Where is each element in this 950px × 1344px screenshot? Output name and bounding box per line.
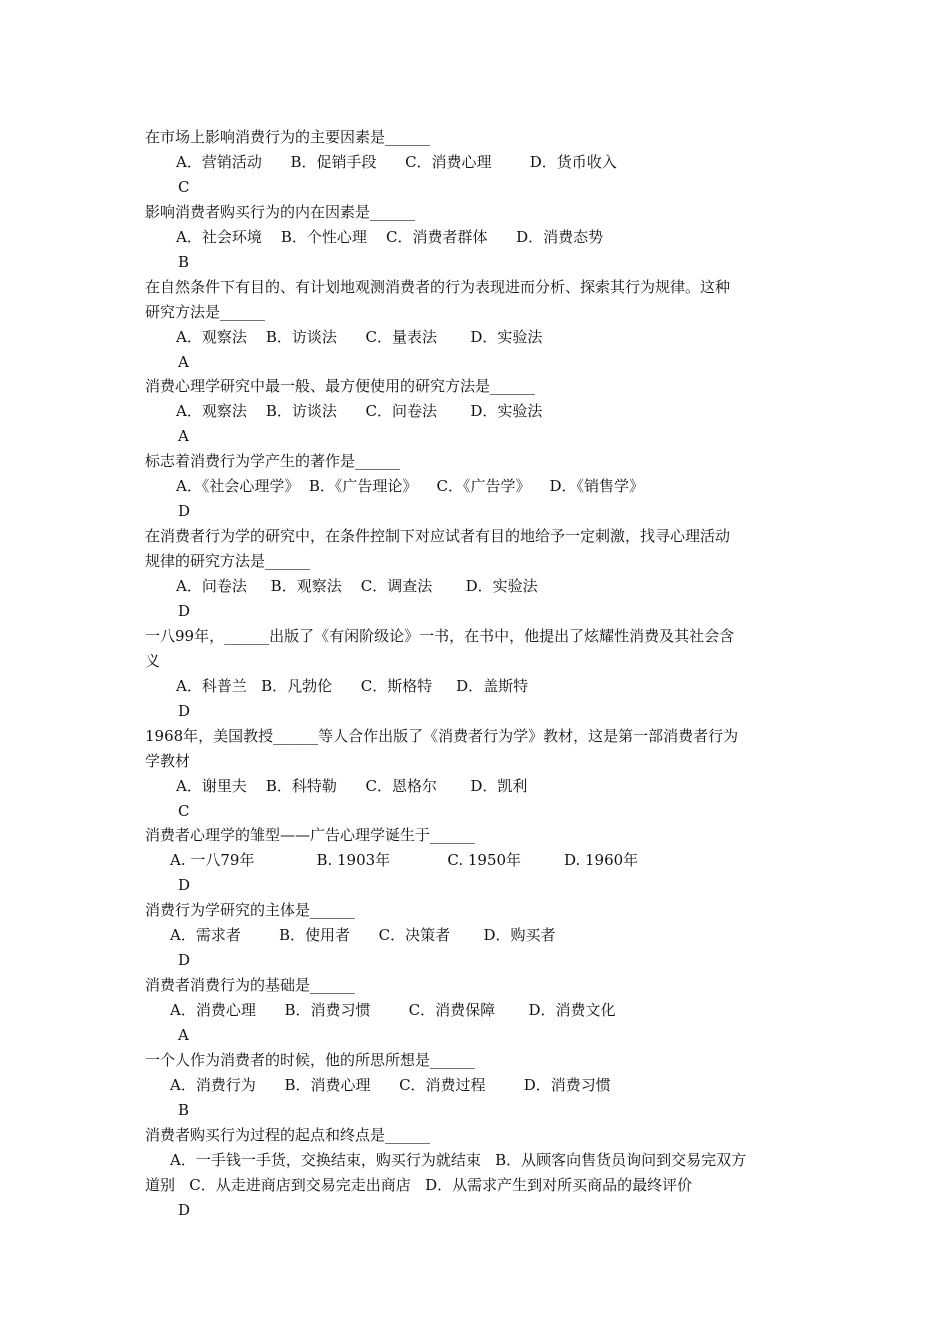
question-text: 消费者心理学的雏型——广告心理学诞生于______ xyxy=(145,826,476,844)
option-row: A．观察法 B．访谈法 C．量表法 D．实验法 xyxy=(176,328,543,346)
option-row: A．消费行为 B．消费心理 C．消费过程 D．消费习惯 xyxy=(170,1076,611,1094)
option-row: A．问卷法 B．观察法 C．调查法 D．实验法 xyxy=(176,577,538,595)
option-row: A．消费心理 B．消费习惯 C．消费保障 D．消费文化 xyxy=(170,1001,616,1019)
answer: D xyxy=(178,502,191,520)
question-text: 影响消费者购买行为的内在因素是______ xyxy=(145,203,416,221)
answer: D xyxy=(178,702,191,720)
answer: D xyxy=(178,602,191,620)
question-text: 标志着消费行为学产生的著作是______ xyxy=(145,452,401,470)
option-row: A．需求者 B．使用者 C．决策者 D．购买者 xyxy=(170,926,556,944)
answer: A xyxy=(178,427,189,445)
option-row: A．科普兰 B．凡勃伦 C．斯格特 D．盖斯特 xyxy=(176,677,529,695)
question-text: 1968年，美国教授______等人合作出版了《消费者行为学》教材，这是第一部消费者行为 xyxy=(145,727,739,745)
answer: D xyxy=(178,951,191,969)
option-row: A．社会环境 B．个性心理 C．消费者群体 D．消费态势 xyxy=(176,228,604,246)
question-text: 规律的研究方法是______ xyxy=(145,552,311,570)
question-text: 消费者购买行为过程的起点和终点是______ xyxy=(145,1126,431,1144)
option-row: A．《社会心理学》 B．《广告理论》 C．《广告学》 D．《销售学》 xyxy=(176,477,645,495)
option-row: A．谢里夫 B．科特勒 C．恩格尔 D．凯利 xyxy=(176,777,528,795)
question-text: 义 xyxy=(145,652,161,670)
answer: B xyxy=(178,253,190,271)
answer: D xyxy=(178,1201,191,1219)
question-text: 消费行为学研究的主体是______ xyxy=(145,901,356,919)
question-text: 研究方法是______ xyxy=(145,303,266,321)
question-text: 消费者消费行为的基础是______ xyxy=(145,976,356,994)
answer: D xyxy=(178,876,191,894)
question-text: 一个人作为消费者的时候，他的所思所想是______ xyxy=(145,1051,476,1069)
question-text: 在自然条件下有目的、有计划地观测消费者的行为表现进而分析、探索其行为规律。这种 xyxy=(145,278,731,296)
option-row: 道别 C．从走进商店到交易完走出商店 D．从需求产生到对所买商品的最终评价 xyxy=(145,1176,693,1194)
question-text: 消费心理学研究中最一般、最方便使用的研究方法是______ xyxy=(145,377,536,395)
question-text: 学教材 xyxy=(145,752,191,770)
option-row: A. 一八79年 B. 1903年 C. 1950年 D. 1960年 xyxy=(170,851,639,869)
answer: C xyxy=(178,178,190,196)
question-text: 一八99年，______出版了《有闲阶级论》一书，在书中，他提出了炫耀性消费及其社会含 xyxy=(145,627,735,645)
question-text: 在市场上影响消费行为的主要因素是______ xyxy=(145,128,431,146)
option-row: A．营销活动 B．促销手段 C．消费心理 D．货币收入 xyxy=(176,153,617,171)
answer: A xyxy=(178,353,189,371)
answer: C xyxy=(178,802,190,820)
option-row: A．观察法 B．访谈法 C．问卷法 D．实验法 xyxy=(176,402,543,420)
option-row: A．一手钱一手货，交换结束，购买行为就结束 B．从顾客向售货员询问到交易完双方 xyxy=(170,1151,747,1169)
question-text: 在消费者行为学的研究中，在条件控制下对应试者有目的地给予一定刺激，找寻心理活动 xyxy=(145,527,731,545)
answer: B xyxy=(178,1101,190,1119)
answer: A xyxy=(178,1026,189,1044)
